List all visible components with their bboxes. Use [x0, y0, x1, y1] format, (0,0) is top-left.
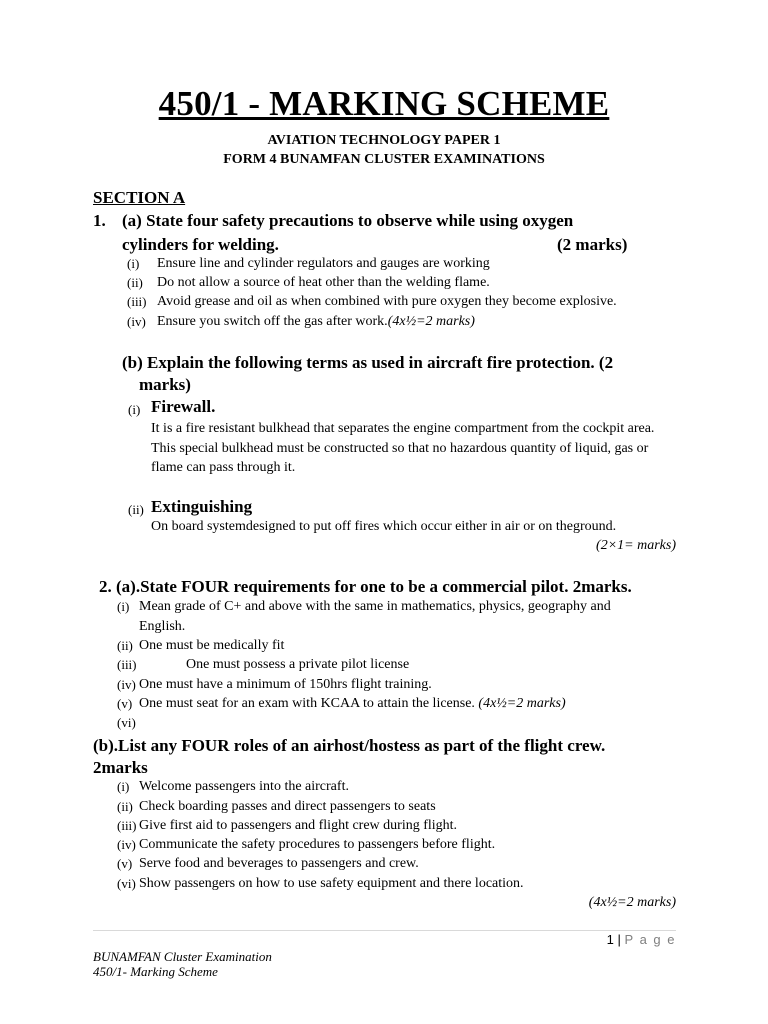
list-item-continuation: English. — [139, 619, 186, 634]
list-item-text: Mean grade of C+ and above with the same in mathematics, physics, geography and — [139, 599, 611, 614]
paper-subtitle: AVIATION TECHNOLOGY PAPER 1 — [267, 133, 501, 148]
term-extinguishing: Extinguishing — [151, 497, 253, 516]
list-item-number: (ii) — [117, 638, 133, 653]
q1a-question-line2: cylinders for welding. — [122, 235, 279, 254]
q1a-question-line1: (a) State four safety precautions to observe while using oxygen — [122, 211, 574, 230]
term-number: (ii) — [128, 502, 144, 517]
list-item-number: (vi) — [117, 876, 136, 891]
q1a-marks: (2 marks) — [557, 235, 628, 254]
list-item-text: Serve food and beverages to passengers and crew. — [139, 856, 419, 871]
term-firewall: Firewall. — [151, 397, 216, 416]
footer-line2: 450/1- Marking Scheme — [93, 964, 218, 979]
list-item-number: (iv) — [117, 837, 136, 852]
list-item-number: (iii) — [117, 818, 137, 833]
marks-allocation: (4x½=2 marks) — [588, 895, 676, 910]
marks-allocation: (4x½=2 marks) — [478, 696, 566, 711]
q2b-question-line1: (b).List any FOUR roles of an airhost/hostess as part of the flight crew. — [93, 736, 606, 755]
term-number: (i) — [128, 402, 141, 417]
list-item-number: (i) — [117, 599, 130, 614]
list-item-number: (v) — [117, 856, 133, 871]
marks-allocation: (2×1= marks) — [596, 538, 676, 553]
section-heading: SECTION A — [93, 188, 186, 207]
list-item-text: Welcome passengers into the aircraft. — [139, 779, 349, 794]
q1-number: 1. — [93, 211, 106, 230]
q2a-question: 2. (a).State FOUR requirements for one to be a commercial pilot. 2marks. — [99, 577, 632, 596]
q1b-question-line1: (b) Explain the following terms as used in aircraft fire protection. (2 — [122, 353, 614, 372]
q1b-question-line2: marks) — [139, 375, 191, 394]
list-item-text: Check boarding passes and direct passengers to seats — [139, 799, 436, 814]
page-number-separator: | — [617, 932, 621, 947]
list-item-text: One must be medically fit — [139, 638, 285, 653]
list-item-text: One must possess a private pilot license — [186, 657, 410, 672]
list-item-number: (i) — [117, 779, 130, 794]
list-item-text: Ensure you switch off the gas after work.(4x½=2 marks) — [157, 314, 475, 329]
list-item-text: One must have a minimum of 150hrs flight training. — [139, 677, 432, 692]
page-label: P a g e — [624, 932, 676, 947]
list-item-text: Give first aid to passengers and flight crew during flight. — [139, 818, 458, 833]
marks-allocation: (4x½=2 marks) — [387, 314, 475, 329]
list-item-text: Do not allow a source of heat other than the welding flame. — [157, 275, 490, 290]
list-item-text: Show passengers on how to use safety equipment and there location. — [139, 876, 524, 891]
list-item-text: Avoid grease and oil as when combined with pure oxygen they become explosive. — [157, 294, 617, 309]
list-item-number: (ii) — [117, 799, 133, 814]
q2b-question-line2: 2marks — [93, 758, 148, 777]
list-item-number: (iv) — [117, 677, 136, 692]
term-definition: It is a fire resistant bulkhead that separates the engine compartment from the cockpit area. This special bulkhead must be constructed so that no hazardous quantity of liquid, gas or flame can pass through it. — [151, 421, 655, 475]
list-item-number: (iv) — [127, 314, 146, 329]
page-number — [607, 932, 676, 947]
footer-line1: BUNAMFAN Cluster Examination — [93, 949, 272, 964]
list-item-number: (iii) — [117, 657, 137, 672]
exam-subtitle: FORM 4 BUNAMFAN CLUSTER EXAMINATIONS — [223, 152, 545, 167]
list-item-number: (i) — [127, 256, 140, 271]
list-item-number: (v) — [117, 696, 133, 711]
list-item-text: One must seat for an exam with KCAA to attain the license. (4x½=2 marks) — [139, 696, 566, 711]
page-title: 450/1 - MARKING SCHEME — [158, 84, 610, 123]
list-item-text: Communicate the safety procedures to passengers before flight. — [139, 837, 496, 852]
footer-divider — [93, 930, 676, 931]
list-item-number: (iii) — [127, 294, 147, 309]
list-item-number: (vi) — [117, 715, 136, 730]
list-item-number: (ii) — [127, 275, 143, 290]
list-item-text: Ensure line and cylinder regulators and gauges are working — [157, 256, 490, 271]
page-number-value: 1 — [606, 932, 614, 947]
term-definition: On board systemdesigned to put off fires which occur either in air or on theground. — [151, 519, 617, 534]
